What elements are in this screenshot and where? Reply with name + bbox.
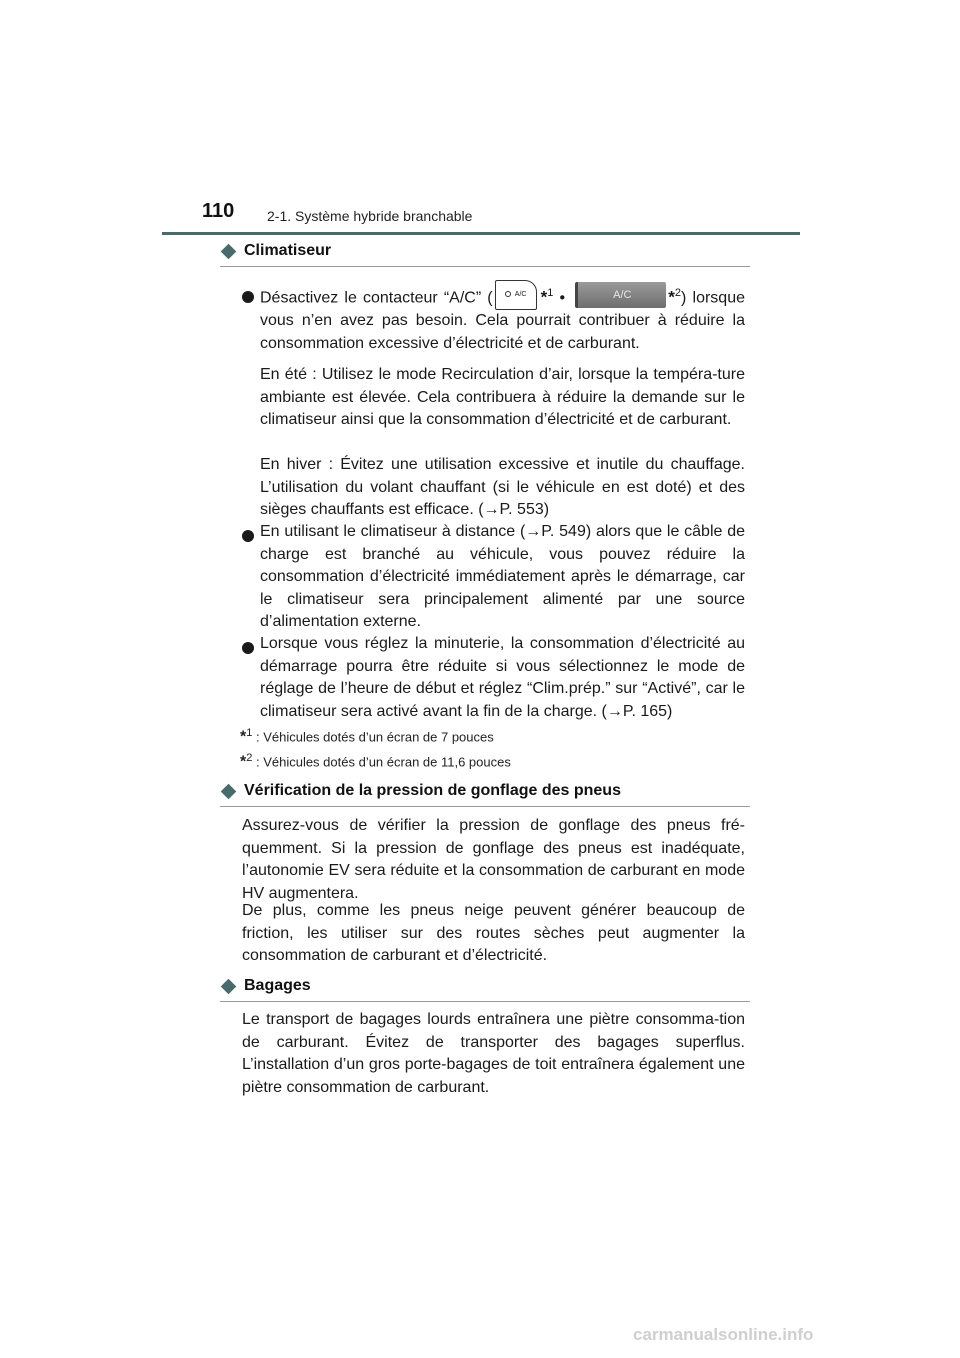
watermark: carmanualsonline.info <box>633 1325 814 1344</box>
heading-bagages <box>220 977 750 1002</box>
diamond-icon <box>221 978 237 994</box>
footnote-ref-2: 2 <box>674 287 682 299</box>
header-rule <box>162 232 800 235</box>
footnote-number: 1 <box>246 727 253 739</box>
ac-switch-text-rest: lorsque vous n’en avez pas besoin. Cela pourrait contribuer à réduire la consommation excessive d’électricité et de carburant. <box>260 289 745 352</box>
paragraph-ac-switch <box>260 282 745 355</box>
footnote-number: 2 <box>246 752 253 764</box>
section-title: 2-1. Système hybride branchable <box>267 208 473 224</box>
footnote-star: * <box>240 728 247 746</box>
close-paren: ) <box>681 289 687 307</box>
footnote-star: * <box>668 287 675 307</box>
heading-pneus-text: Vérification de la pression de gonflage des pneus <box>244 782 621 799</box>
paragraph-summer: En été : Utilisez le mode Recirculation d’air, lorsque la tempéra-ture ambiante est élevée. Cela contribuera à réduire la demande sur le climatiseur ainsi que la consommation d’électricité et de carburant. <box>260 366 745 428</box>
paragraph-snow-tires: De plus, comme les pneus neige peuvent générer beaucoup de friction, les utiliser sur des routes sèches peut augmenter la consommation de carburant et d’électricité. <box>242 902 745 964</box>
ac-button-label-11in: A/C <box>613 289 632 302</box>
ac-button-label-7in: A/C <box>514 291 527 299</box>
bullet-icon <box>242 291 254 303</box>
footnote-text: : Véhicules dotés d’un écran de 7 pouces <box>252 729 494 745</box>
paragraph-timer: Lorsque vous réglez la minuterie, la consommation d’électricité au démarrage pourra être réduite si vous sélectionnez le mode de réglage de l’heure de début et réglez “Clim.prép.” sur “Activé”, car le climatiseur sera activé avant la fin de la charge. (→P. 165) <box>260 635 745 720</box>
footnote-star: * <box>540 287 548 307</box>
separator: • <box>553 289 572 307</box>
paragraph-remote-ac: En utilisant le climatiseur à distance (→P. 549) alors que le câble de charge est branché au véhicule, vous pouvez réduire la consommation d’électricité immédiatement après le démarrage, car le climatiseur sera principalement alimenté par une source d’alimentation externe. <box>260 523 745 630</box>
heading-bagages-text: Bagages <box>244 977 311 994</box>
ac-button-icon-7in <box>495 280 537 310</box>
heading-pneus <box>220 782 750 807</box>
footnote-text: : Véhicules dotés d’un écran de 11,6 pouces <box>252 754 511 770</box>
paragraph-winter: En hiver : Évitez une utilisation excessive et inutile du chauffage. L’utilisation du volant chauffant (si le véhicule en est doté) et des sièges chauffants est efficace. (→P. 553) <box>260 456 745 518</box>
heading-climatiseur <box>220 242 750 267</box>
footnote-star: * <box>240 753 247 771</box>
ac-button-icon-11in <box>575 282 666 308</box>
bullet-icon <box>242 642 254 654</box>
paragraph-luggage: Le transport de bagages lourds entraînera une piètre consomma-tion de carburant. Évitez de transporter des bagages superflus. L’installation d’un gros porte-bagages de toit entraînera également une piètre consommation de carburant. <box>242 1011 745 1096</box>
ac-switch-text-start: Désactivez le contacteur “A/C” ( <box>260 289 493 307</box>
bullet-icon <box>242 530 254 542</box>
heading-climatiseur-text: Climatiseur <box>244 242 332 259</box>
page-number: 110 <box>202 200 235 222</box>
diamond-icon <box>221 783 237 799</box>
footnote-1 <box>240 727 494 746</box>
paragraph-tire-pressure: Assurez-vous de vérifier la pression de gonflage des pneus fré-quemment. Si la pression de gonflage des pneus est inadéquate, l’autonomie EV sera réduite et la consommation de carburant en mode HV augmentera. <box>242 817 745 902</box>
diamond-icon <box>221 243 237 259</box>
footnote-2 <box>240 752 511 771</box>
footnote-ref-1: 1 <box>547 287 554 299</box>
